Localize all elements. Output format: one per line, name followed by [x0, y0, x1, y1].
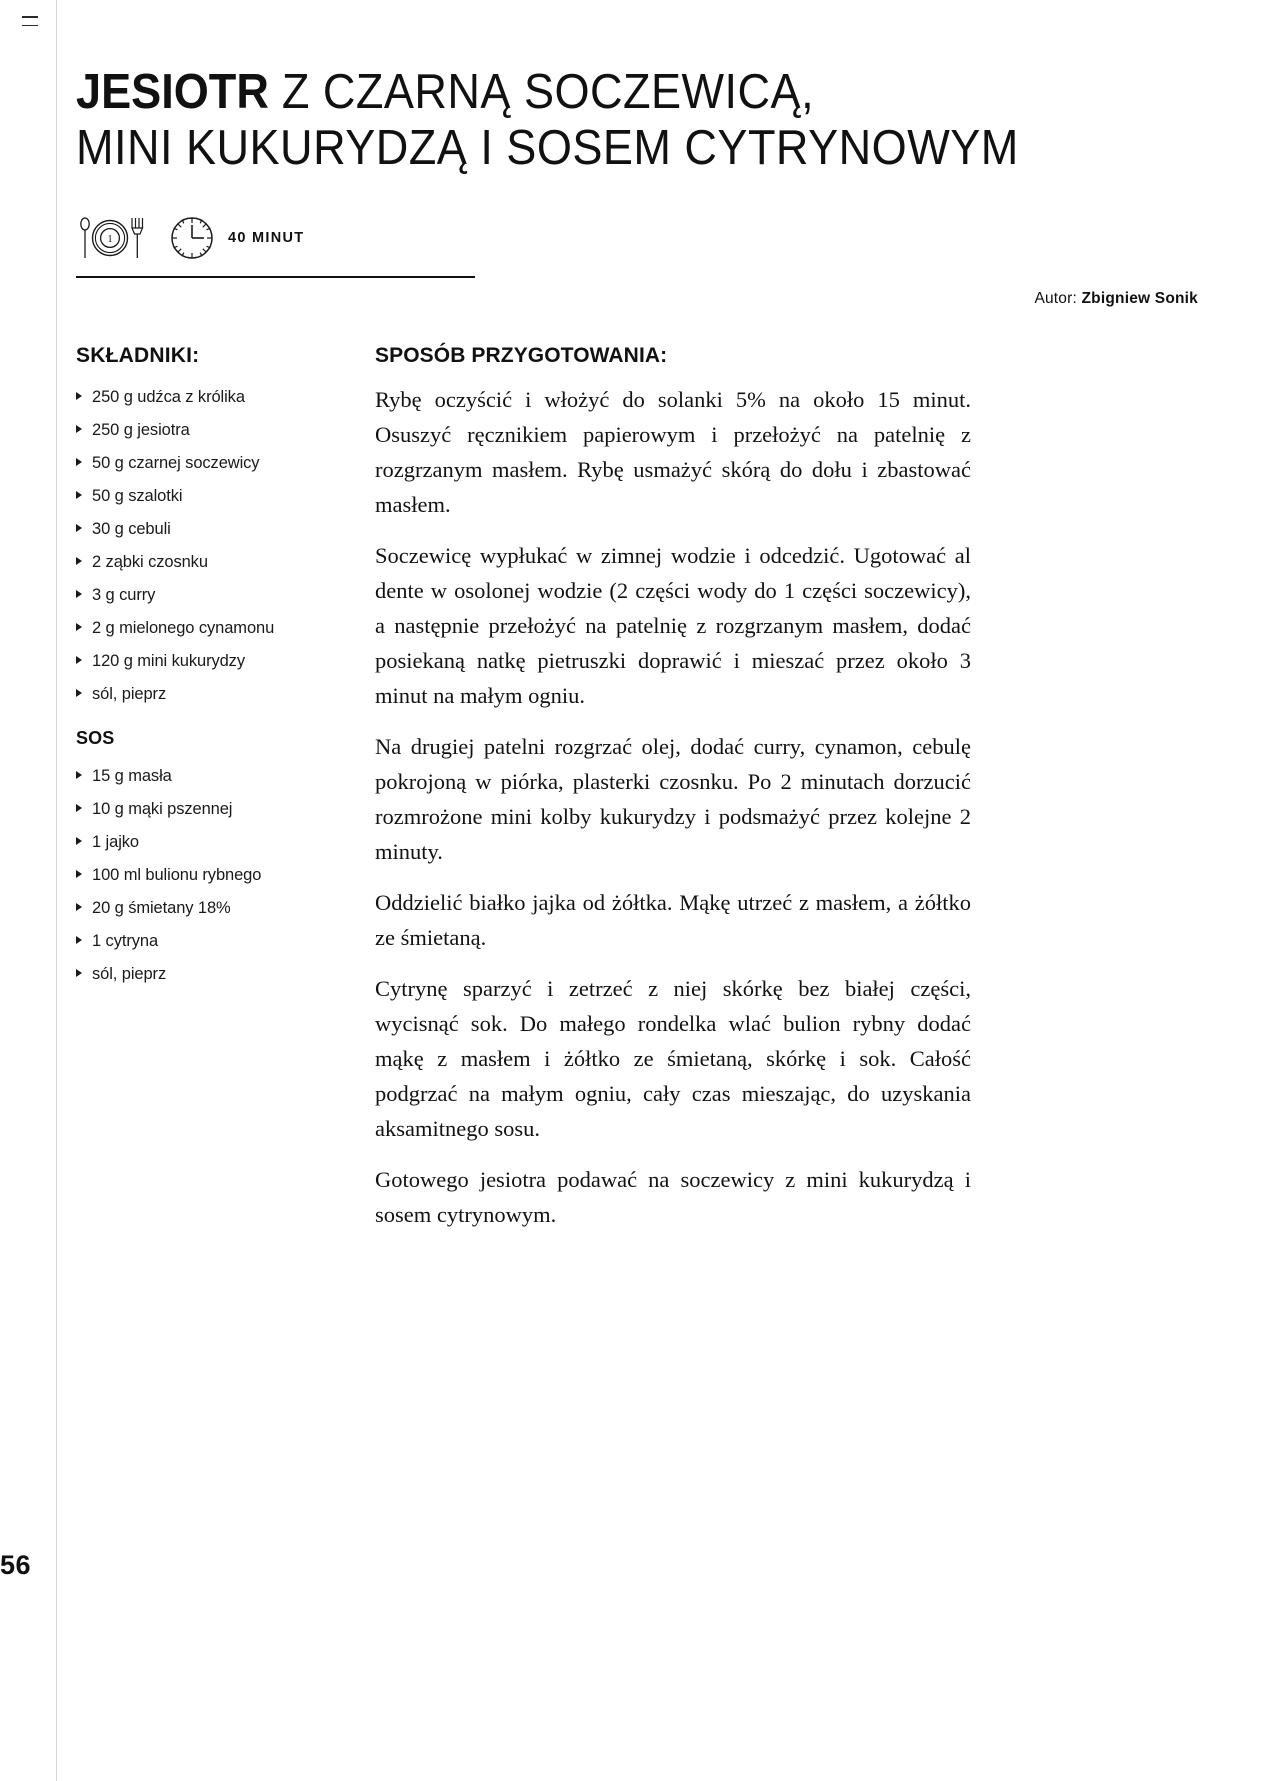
ingredients-heading: SKŁADNIKI: [76, 344, 200, 367]
title-line-2: MINI KUKURYDZĄ I SOSEM CYTRYNOWYM [76, 121, 1019, 175]
list-item [76, 899, 372, 918]
header-divider-row [76, 276, 1198, 322]
ingredient-text: 100 ml bulionu rybnego [92, 866, 262, 884]
bullet-icon [76, 623, 82, 631]
sauce-heading: SOS [76, 728, 115, 748]
servings-count: 1 [107, 233, 113, 245]
list-item [76, 932, 372, 951]
prep-time-label: 40 MINUT [228, 230, 305, 246]
header-rule [76, 276, 475, 278]
preparation-heading: SPOSÓB PRZYGOTOWANIA: [375, 344, 668, 367]
preparation-step: Cytrynę sparzyć i zetrzeć z niej skórkę bez białej części, wycisnąć sok. Do małego rondelka wlać bulion rybny dodać mąkę z masłem i żółtko ze śmietaną, skórkę i sok. Całość podgrzać na małym ogniu, cały czas mieszając, do uzyskania aksamitnego sosu. [375, 976, 971, 1141]
ingredients-list [76, 388, 372, 704]
ingredient-text: 30 g cebuli [92, 520, 171, 538]
ingredient-text: 1 cytryna [92, 932, 159, 950]
bullet-icon [76, 656, 82, 664]
ingredient-text: 3 g curry [92, 586, 156, 604]
list-item [76, 619, 372, 638]
list-item [76, 553, 372, 572]
bullet-icon [76, 870, 82, 878]
preparation-step: Na drugiej patelni rozgrzać olej, dodać curry, cynamon, cebulę pokrojoną w piórka, plasterki czosnku. Po 2 minutach dorzucić rozmrożone mini kolby kukurydzy i podsmażyć przez kolejne 2 minuty. [375, 734, 971, 864]
list-item [76, 454, 372, 473]
list-item [76, 487, 372, 506]
title-line-1 [76, 64, 1108, 120]
ingredient-text: sól, pieprz [92, 685, 167, 703]
preparation-step: Rybę oczyścić i włożyć do solanki 5% na około 15 minut. Osuszyć ręcznikiem papierowym i przełożyć na patelnię z rozgrzanym masłem. Rybę usmażyć skórą do dołu i zbastować masłem. [375, 387, 971, 517]
bullet-icon [76, 458, 82, 466]
bullet-icon [76, 557, 82, 565]
list-item [76, 866, 372, 885]
bullet-icon [76, 804, 82, 812]
recipe-title [76, 0, 1198, 176]
preparation-step: Soczewicę wypłukać w zimnej wodzie i odcedzić. Ugotować al dente w osolonej wodzie (2 części wody do 1 części soczewicy), a następnie przełożyć na patelnię z rozgrzanym masłem, dodać posiekaną natkę pietruszki doprawić i mieszać przez około 3 minut na małym ogniu. [375, 543, 971, 708]
list-item [76, 685, 372, 704]
list-item [76, 520, 372, 539]
ingredient-text: 10 g mąki pszennej [92, 800, 233, 818]
clock-icon [168, 214, 216, 262]
ingredient-text: 120 g mini kukurydzy [92, 652, 245, 670]
preparation-step: Gotowego jesiotra podawać na soczewicy z mini kukurydzą i sosem cytrynowym. [375, 1167, 971, 1227]
author-name: Zbigniew Sonik [1081, 290, 1198, 307]
list-item [76, 833, 372, 852]
list-item [76, 800, 372, 819]
plate-cutlery-icon [76, 215, 154, 261]
author-label: Autor: [1034, 290, 1077, 307]
page-content [76, 0, 1198, 1248]
ingredient-text: 50 g czarnej soczewicy [92, 454, 260, 472]
recipe-columns [76, 344, 1198, 1248]
title-dish-name: JESIOTR [76, 65, 269, 119]
bullet-icon [76, 969, 82, 977]
bullet-icon [76, 689, 82, 697]
bullet-icon [76, 771, 82, 779]
page-number: 56 [0, 1550, 32, 1580]
sauce-ingredients-list [76, 767, 372, 984]
ingredient-text: 15 g masła [92, 767, 172, 785]
title-dish-subtitle: Z CZARNĄ SOCZEWICĄ, [268, 65, 815, 119]
bullet-icon [76, 837, 82, 845]
ingredient-text: 2 ząbki czosnku [92, 553, 208, 571]
bullet-icon [76, 392, 82, 400]
ingredient-text: 20 g śmietany 18% [92, 899, 231, 917]
recipe-meta [76, 212, 1198, 264]
scan-marker-icon [22, 16, 38, 26]
list-item [76, 586, 372, 605]
bullet-icon [76, 903, 82, 911]
ingredient-text: 2 g mielonego cynamonu [92, 619, 275, 637]
bullet-icon [76, 491, 82, 499]
list-item [76, 652, 372, 671]
ingredients-column [76, 344, 372, 998]
bullet-icon [76, 425, 82, 433]
preparation-step: Oddzielić białko jajka od żółtka. Mąkę utrzeć z masłem, a żółtko ze śmietaną. [375, 890, 971, 950]
list-item [76, 965, 372, 984]
bullet-icon [76, 524, 82, 532]
ingredient-text: 250 g udźca z królika [92, 388, 245, 406]
page-edge-rule [56, 0, 57, 1781]
ingredient-text: 50 g szalotki [92, 487, 183, 505]
ingredient-text: sól, pieprz [92, 965, 167, 983]
ingredient-text: 1 jajko [92, 833, 139, 851]
list-item [76, 421, 372, 440]
ingredient-text: 250 g jesiotra [92, 421, 190, 439]
bullet-icon [76, 936, 82, 944]
preparation-column [375, 344, 971, 1248]
list-item [76, 388, 372, 407]
list-item [76, 767, 372, 786]
author-credit [1034, 290, 1198, 308]
bullet-icon [76, 590, 82, 598]
